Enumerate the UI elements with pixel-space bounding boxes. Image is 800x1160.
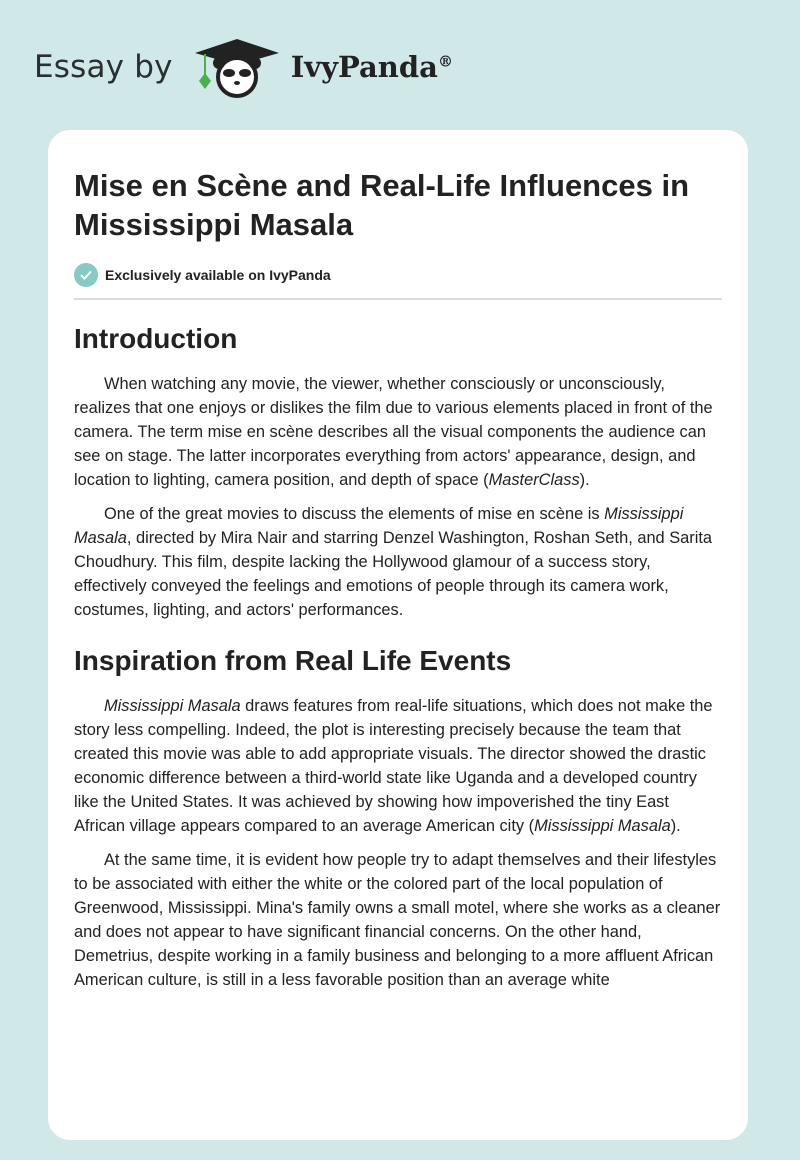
registered-mark: ® <box>437 52 453 71</box>
text: At the same time, it is evident how people try to adapt themselves and their lifestyles to be associated with either the white or the colored part of the local population of Greenwood, Mississippi. Mina's family owns a small motel, where she works as a cleaner and does not appear to have significant financial concerns. On the other hand, Demetrius, despite working in a family business and belonging to a more affluent African American culture, is still in a less favorable position than an average white <box>74 851 721 989</box>
film-title: Mississippi Masala <box>104 697 241 715</box>
text: ). <box>579 471 590 489</box>
citation: MasterClass <box>488 471 580 489</box>
divider <box>74 298 722 300</box>
essay-title: Mise en Scène and Real-Life Influences in Mississippi Masala <box>74 168 690 242</box>
essay-by-label: Essay by <box>34 49 173 85</box>
text: ). <box>670 817 681 835</box>
paragraph <box>74 694 722 838</box>
check-icon <box>74 263 98 287</box>
section-heading: Inspiration from Real Life Events <box>74 645 512 676</box>
paragraph <box>74 848 722 992</box>
brand-name[interactable] <box>291 50 453 84</box>
brand-text: IvyPanda <box>290 50 438 84</box>
paragraph <box>74 372 722 492</box>
film-title: Mississippi Masala <box>74 505 684 547</box>
essay-card <box>48 130 748 1140</box>
paragraph <box>74 502 722 622</box>
site-header <box>34 36 453 98</box>
section-heading: Introduction <box>74 323 238 354</box>
text: , directed by Mira Nair and starring Denzel Washington, Roshan Seth, and Sarita Choudhury. This film, despite lacking the Hollywood glamour of a success story, effectively conveyed the feelings and emotions of people through its camera work, costumes, lighting, and actors' performances. <box>74 529 713 619</box>
citation: Mississippi Masala <box>534 817 671 835</box>
exclusive-badge <box>74 263 722 287</box>
text: When watching any movie, the viewer, whether consciously or unconsciously, realizes that one enjoys or dislikes the film due to various elements placed in front of the camera. The term mise en scène describes all the visual components the audience can see on stage. The latter incorporates everything from actors' appearance, design, and location to lighting, camera position, and depth of space ( <box>74 375 713 489</box>
badge-text: Exclusively available on IvyPanda <box>105 267 331 283</box>
panda-logo-icon[interactable] <box>191 35 283 99</box>
text: draws features from real-life situations, which does not make the story less compelling. Indeed, the plot is interesting precisely because the team that created this movie was able to add appropriate visuals. The director showed the drastic economic difference between a third-world state like Uganda and a developed country like the United States. It was achieved by showing how impoverished the tiny East African village appears compared to an average American city ( <box>74 697 713 835</box>
text: One of the great movies to discuss the elements of mise en scène is <box>104 505 605 523</box>
